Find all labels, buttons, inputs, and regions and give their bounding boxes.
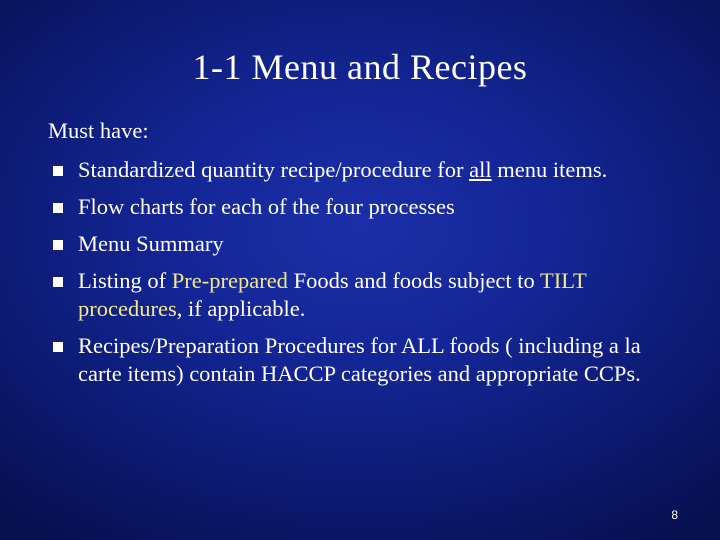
highlighted-text-pre-prepared: Pre-prepared [171, 268, 288, 293]
square-bullet-icon [53, 342, 63, 352]
bullet-item-menu-summary [48, 230, 668, 258]
intro-text: Must have: [48, 118, 149, 143]
bullet-text: Menu Summary [78, 231, 224, 256]
slide-title: 1-1 Menu and Recipes [192, 47, 528, 87]
bullet-item-flow-charts [48, 193, 668, 221]
bullet-text: Listing of [78, 268, 172, 293]
square-bullet-icon [53, 240, 63, 250]
bullet-text: Standardized quantity recipe/procedure for [78, 157, 470, 182]
square-bullet-icon [53, 277, 63, 287]
page-number: 8 [671, 508, 678, 522]
highlighted-text-tilt: TILT procedures [78, 268, 587, 321]
square-bullet-icon [53, 203, 63, 213]
bullet-item-standardized-recipes [48, 156, 668, 184]
bullet-text: menu items. [491, 157, 608, 182]
square-bullet-icon [53, 166, 63, 176]
bullet-text: , if applicable. [176, 296, 306, 321]
bullet-item-recipes-haccp [48, 332, 668, 388]
bullet-text: Flow charts for each of the four processes [78, 194, 455, 219]
bullet-text: Recipes/Preparation Procedures for ALL foods ( including a la carte items) contain HACCP categories and appropriate CCPs. [78, 333, 641, 386]
underlined-word: all [469, 157, 492, 182]
bullet-text: Foods and foods subject to [287, 268, 541, 293]
bullet-item-pre-prepared-listing [48, 267, 668, 323]
bullet-list [48, 156, 668, 397]
